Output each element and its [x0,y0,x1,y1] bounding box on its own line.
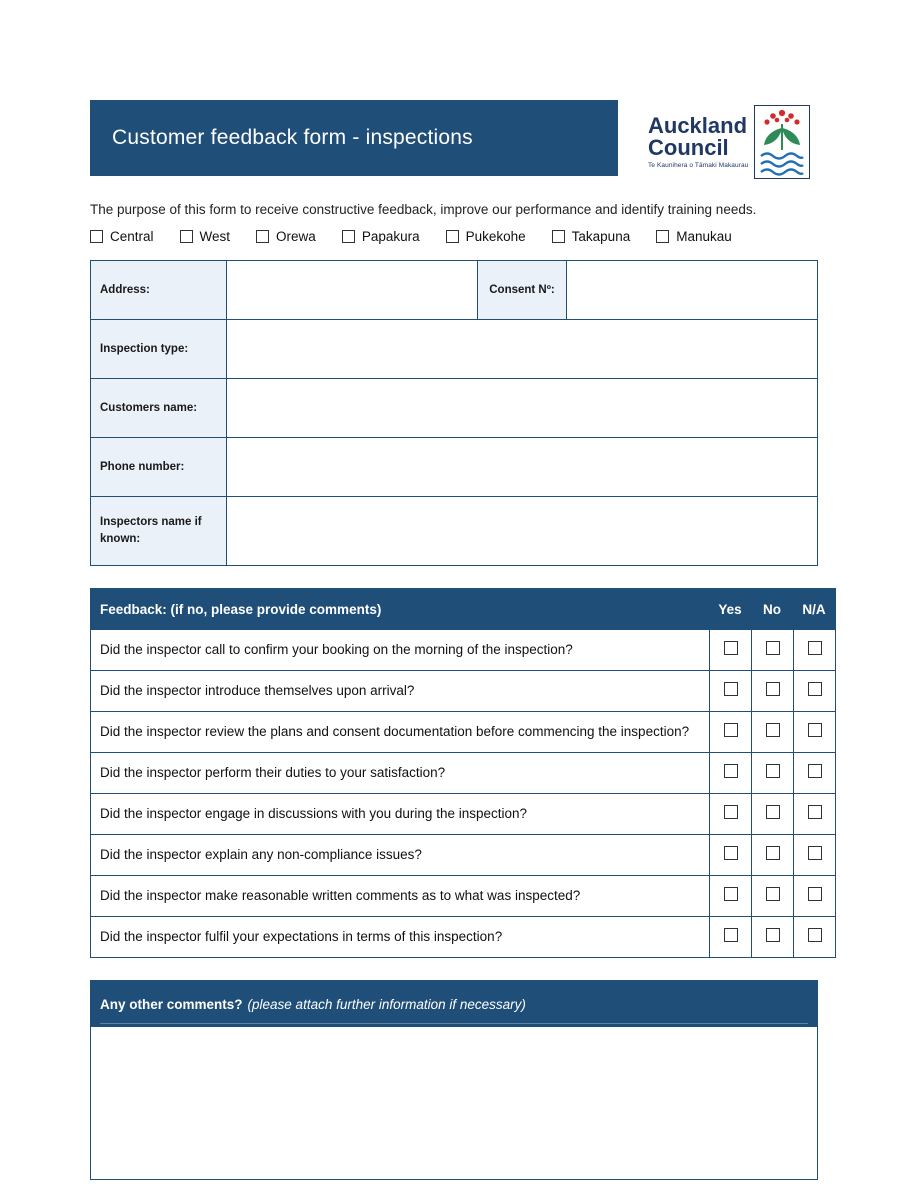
table-row-address [91,261,818,320]
answer-yes-cell[interactable] [710,835,752,876]
office-label: West [199,229,231,244]
table-row-inspection-type [91,320,818,379]
checkbox-icon[interactable] [342,230,355,243]
table-row [91,794,836,835]
table-row-customers-name [91,379,818,438]
auckland-council-logo-icon [754,105,810,179]
checkbox-icon[interactable] [656,230,669,243]
column-header-yes: Yes [710,589,752,630]
question-text: Did the inspector fulfil your expectations in terms of this inspection? [91,917,710,958]
question-text: Did the inspector call to confirm your booking on the morning of the inspection? [91,630,710,671]
answer-no-cell[interactable] [752,712,794,753]
other-comments-note: (please attach further information if necessary) [247,996,526,1012]
customers-name-label: Customers name: [91,379,227,438]
brand-line-2: Council [648,135,729,161]
answer-no-cell[interactable] [752,794,794,835]
answer-no-cell[interactable] [752,630,794,671]
other-comments-title: Any other comments? [100,996,243,1012]
inspection-type-input[interactable] [227,320,818,379]
table-row [91,671,836,712]
checkbox-icon[interactable] [90,230,103,243]
checkbox-icon[interactable] [724,887,738,901]
checkbox-icon[interactable] [552,230,565,243]
feedback-header-label: Feedback: (if no, please provide comments) [91,589,710,630]
office-label: Pukekohe [465,229,526,244]
office-label: Manukau [676,229,732,244]
intro-text: The purpose of this form to receive constructive feedback, improve our performance and identify training needs. [90,202,757,217]
question-text: Did the inspector introduce themselves upon arrival? [91,671,710,712]
answer-na-cell[interactable] [794,753,836,794]
consent-number-label: Consent Nº: [478,261,567,320]
checkbox-icon[interactable] [808,682,822,696]
checkbox-icon[interactable] [808,805,822,819]
checkbox-icon[interactable] [808,764,822,778]
checkbox-icon[interactable] [808,641,822,655]
checkbox-icon[interactable] [724,641,738,655]
address-input[interactable] [227,261,478,320]
answer-na-cell[interactable] [794,671,836,712]
checkbox-icon[interactable] [724,723,738,737]
page-title: Customer feedback form - inspections [112,126,473,149]
column-header-na: N/A [794,589,836,630]
table-row [91,630,836,671]
answer-na-cell[interactable] [794,917,836,958]
answer-yes-cell[interactable] [710,671,752,712]
office-label: Papakura [361,229,420,244]
checkbox-icon[interactable] [256,230,269,243]
customers-name-input[interactable] [227,379,818,438]
answer-yes-cell[interactable] [710,794,752,835]
checkbox-icon[interactable] [766,641,780,655]
checkbox-icon[interactable] [808,887,822,901]
answer-no-cell[interactable] [752,835,794,876]
office-option-central[interactable] [90,229,154,244]
other-comments-input[interactable] [91,1027,817,1179]
answer-yes-cell[interactable] [710,876,752,917]
office-option-papakura[interactable] [342,229,420,244]
question-text: Did the inspector make reasonable written comments as to what was inspected? [91,876,710,917]
applicant-details-table [90,260,818,566]
office-label: Central [110,229,154,244]
brand-maori-line: Te Kaunihera o Tāmaki Makaurau [648,161,749,169]
checkbox-icon[interactable] [766,805,780,819]
phone-number-label: Phone number: [91,438,227,497]
checkbox-icon[interactable] [180,230,193,243]
question-text: Did the inspector engage in discussions with you during the inspection? [91,794,710,835]
inspectors-name-label: Inspectors name if known: [91,497,227,566]
answer-no-cell[interactable] [752,876,794,917]
answer-yes-cell[interactable] [710,753,752,794]
office-label: Orewa [276,229,316,244]
checkbox-icon[interactable] [766,928,780,942]
office-option-manukau[interactable] [656,229,732,244]
answer-yes-cell[interactable] [710,630,752,671]
table-row [91,712,836,753]
office-option-west[interactable] [180,229,231,244]
phone-number-input[interactable] [227,438,818,497]
table-row [91,876,836,917]
feedback-header-row [91,589,836,630]
question-text: Did the inspector explain any non-compliance issues? [91,835,710,876]
checkbox-icon[interactable] [766,846,780,860]
answer-no-cell[interactable] [752,671,794,712]
brand-line-1: Auckland [648,112,748,138]
inspectors-name-input[interactable] [227,497,818,566]
brand-logo [640,100,818,184]
checkbox-icon[interactable] [808,723,822,737]
checkbox-icon[interactable] [724,928,738,942]
checkbox-icon[interactable] [766,682,780,696]
checkbox-icon[interactable] [808,928,822,942]
office-option-pukekohe[interactable] [446,229,526,244]
address-label: Address: [91,261,227,320]
office-label: Takapuna [571,229,631,244]
answer-na-cell[interactable] [794,835,836,876]
checkbox-icon[interactable] [724,764,738,778]
answer-yes-cell[interactable] [710,917,752,958]
brand-wordmark [648,112,749,170]
question-text: Did the inspector review the plans and consent documentation before commencing the inspection? [91,712,710,753]
table-row [91,753,836,794]
checkbox-icon[interactable] [724,682,738,696]
answer-na-cell[interactable] [794,630,836,671]
inspection-type-label: Inspection type: [91,320,227,379]
feedback-table [90,588,836,958]
form-title-bar [90,100,618,176]
office-checkbox-row [90,229,818,244]
table-row [91,835,836,876]
checkbox-icon[interactable] [724,805,738,819]
answer-na-cell[interactable] [794,876,836,917]
form-header [90,100,818,184]
other-comments-header [91,981,817,1027]
checkbox-icon[interactable] [808,846,822,860]
office-option-takapuna[interactable] [552,229,631,244]
table-row [91,917,836,958]
checkbox-icon[interactable] [766,764,780,778]
table-row-inspectors-name [91,497,818,566]
checkbox-icon[interactable] [446,230,459,243]
answer-na-cell[interactable] [794,794,836,835]
table-row-phone-number [91,438,818,497]
answer-no-cell[interactable] [752,917,794,958]
answer-yes-cell[interactable] [710,712,752,753]
column-header-no: No [752,589,794,630]
consent-number-input[interactable] [567,261,818,320]
question-text: Did the inspector perform their duties to your satisfaction? [91,753,710,794]
checkbox-icon[interactable] [766,723,780,737]
checkbox-icon[interactable] [766,887,780,901]
form-sheet [90,100,826,1180]
checkbox-icon[interactable] [724,846,738,860]
answer-na-cell[interactable] [794,712,836,753]
office-option-orewa[interactable] [256,229,316,244]
answer-no-cell[interactable] [752,753,794,794]
other-comments-section [90,980,818,1180]
